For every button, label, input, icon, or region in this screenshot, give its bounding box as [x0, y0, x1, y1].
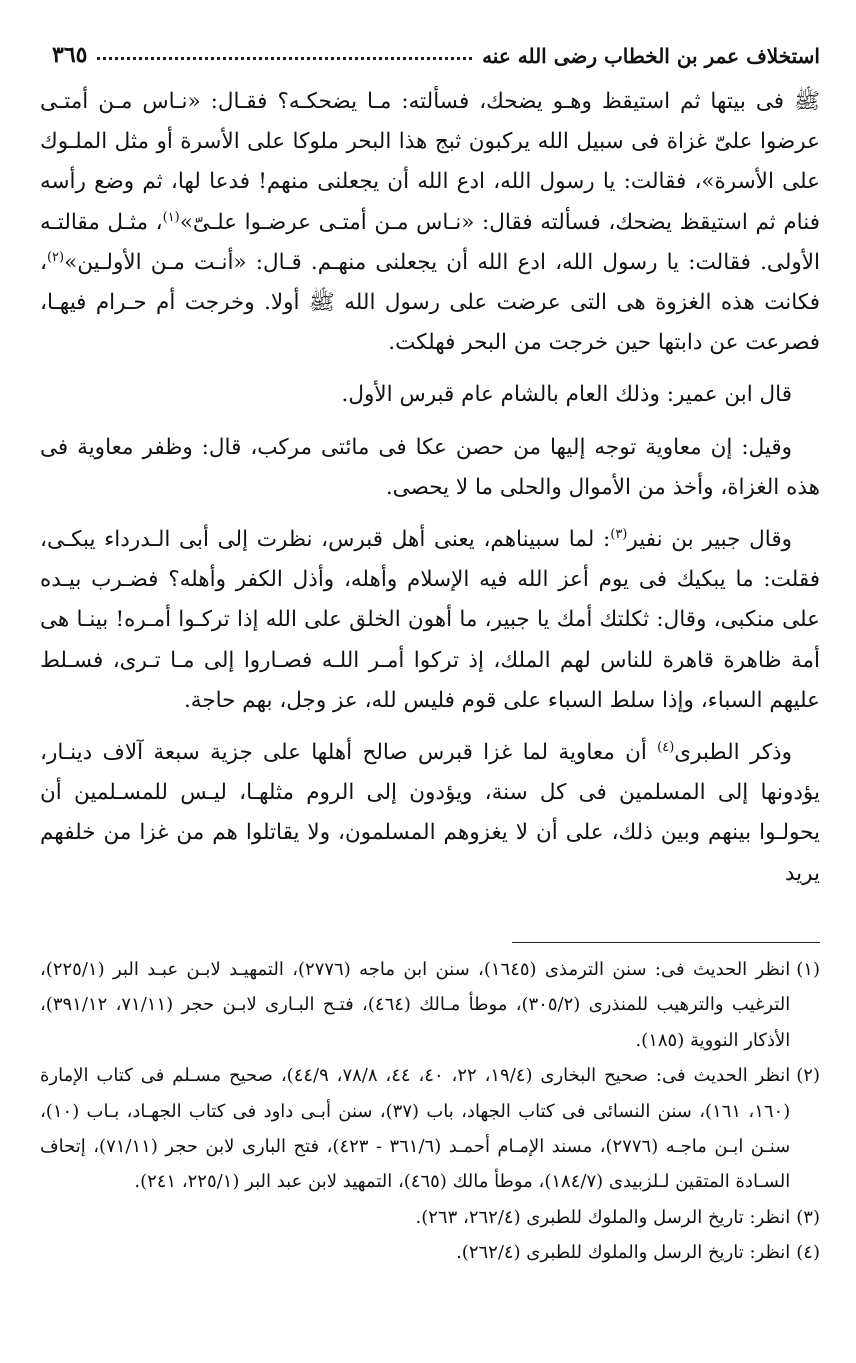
footnote-1: [40, 952, 820, 1058]
footnote-number: (١): [796, 959, 820, 980]
paragraph-muawiya-acre: وقيل: إن معاوية توجه إليها من حصن عكا فى مائتى مركب، قال: وظفر معاوية فى هذه الغزاة، وأخذ من الأموال والحلى ما لا يحصى.: [40, 434, 820, 500]
footnote-number: (٣): [796, 1206, 820, 1228]
footnote-number: (٤): [796, 1242, 820, 1264]
footnote-2: [40, 1058, 820, 1200]
footnote-separator: [512, 942, 820, 943]
paragraph-text: ﷺ فى بيتها ثم استيقظ وهـو يضحك، فسألته: مـا يضحكـه؟ فقـال: «نـاس مـن أمتـى عرضوا علىّ غزاة فى سبيل الله يركبون ثبج هذا البحر ملوكا على الأسرة أو مثل الملـوك على الأسرة»، فقالت: يا رسول الله، ادع الله أن يجعلنى منهم! فدعا لها، ثم وضع رأسه فنام ثم استيقظ يضحك، فسألته فقال: «نـاس مـن أمتـى عرضـوا علـىّ»: [40, 89, 820, 235]
footnote-ref-1: (١): [162, 209, 180, 225]
paragraph-text: ، مثـل مقالتـه الأولى. فقالت: يا رسول الله، ادع الله أن يجعلنى منهـم. قـال: «أنـت مـن الأولـين»: [40, 209, 820, 275]
paragraph-text: ، فكانت هذه الغزوة هى التى عرضت على رسول الله ﷺ أولا. وخرجت أم حـرام فيهـا، فصرعت عن دابتها حين خرجت من البحر فهلكت.: [40, 249, 820, 356]
paragraph-text: أن معاوية لما غزا قبرس صالح أهلها على جزية سبعة آلاف دينـار، يؤدونها إلى المسلمين فى كل سنة، ويؤدون إلى الروم مثلهـا، ليـس للمسـلمين أن يحولـوا بينهم وبين ذلك، على أن لا يغزوهم المسلمون، ولا يقاتلوا هم من غزا من خلفهم يريد: [40, 740, 820, 886]
main-text: [40, 82, 820, 906]
footnotes: [40, 952, 820, 1271]
paragraph-text: : لما سبيناهم، يعنى أهل قبرس، نظرت إلى أبى الـدرداء يبكـى، فقلت: ما يبكيك فى يوم أعز الله فيه الإسلام وأهله، وأذل الكفر وأهله؟ فضـرب بيـده على منكبى، وقال: ثكلتك أمك يا جبير، ما أهون الخلق على الله إذا تركـوا أمـره! بينـا هى أمة ظاهرة قاهرة للناس لهم الملك، إذ تركوا أمـر اللـه فصـاروا إلى مـا تـرى، فسـلط عليهم السباء، وإذا سلط السباء على قوم فليس لله، عز وجل، بهم حاجة.: [40, 527, 820, 713]
footnote-text: انظر: تاريخ الرسل والملوك للطبرى (٢٦٢/٤).: [456, 1242, 791, 1264]
paragraph-ibn-umair: قال ابن عمير: وذلك العام بالشام عام قبرس الأول.: [341, 382, 792, 408]
footnote-4: [40, 1235, 820, 1270]
footnote-ref-3: (٣): [610, 526, 628, 542]
footnote-number: (٢): [796, 1065, 820, 1087]
footnote-text: انظر: تاريخ الرسل والملوك للطبرى (٢٦٢/٤، ٢٦٣).: [415, 1206, 791, 1228]
page-number: ٣٦٥: [52, 42, 88, 68]
dotted-leader: [97, 57, 472, 60]
footnote-text: انظر الحديث فى: سنن الترمذى (١٦٤٥)، سنن ابن ماجه (٢٧٧٦)، التمهيـد لابـن عبـد البر (٢٢٥/١)، الترغيب والترهيب للمنذرى (٣٠٥/٢)، موطأ مـالك (٤٦٤)، فتـح البـارى لابـن حجر (٧١/١١، ٣٩١/١٢)، الأذكار النووية (١٨٥).: [40, 959, 791, 1051]
paragraph-umm-haram: [40, 82, 820, 363]
paragraph-jubayr: [40, 520, 820, 721]
footnote-ref-2: (٢): [46, 249, 65, 265]
footnote-ref-4: (٤): [657, 739, 675, 755]
footnote-text: انظر الحديث فى: صحيح البخارى (١٩/٤، ٢٢، ٤٠، ٤٤، ٧٨/٨، ٤٤/٩)، صحيح مسـلم فى كتاب الإمارة (١٦٠، ١٦١)، سنن النسائى فى كتاب الجهاد، باب (٣٧)، سنن أبـى داود فى كتاب الجهـاد، بـاب (١٠)، سنـن ابـن ماجـه (٢٧٧٦)، مسند الإمـام أحمـد (٣٦١/٦ - ٤٢٣)، فتح البارى لابن حجر (٧١/١١)، إتحاف السـادة المتقين لـلزبيدى (١٨٤/٧)، موطأ مالك (٤٦٥)، التمهيد لابن عبد البر (٢٢٥/١، ٢٤١).: [40, 1065, 791, 1193]
footnote-3: [40, 1200, 820, 1235]
running-title: استخلاف عمر بن الخطاب رضى الله عنه: [482, 44, 820, 68]
paragraph-tabari: [40, 733, 820, 894]
running-header: [52, 28, 820, 68]
paragraph-text: وقال جبير بن نفير: [627, 527, 792, 553]
paragraph-text: وذكر الطبرى: [674, 740, 793, 766]
